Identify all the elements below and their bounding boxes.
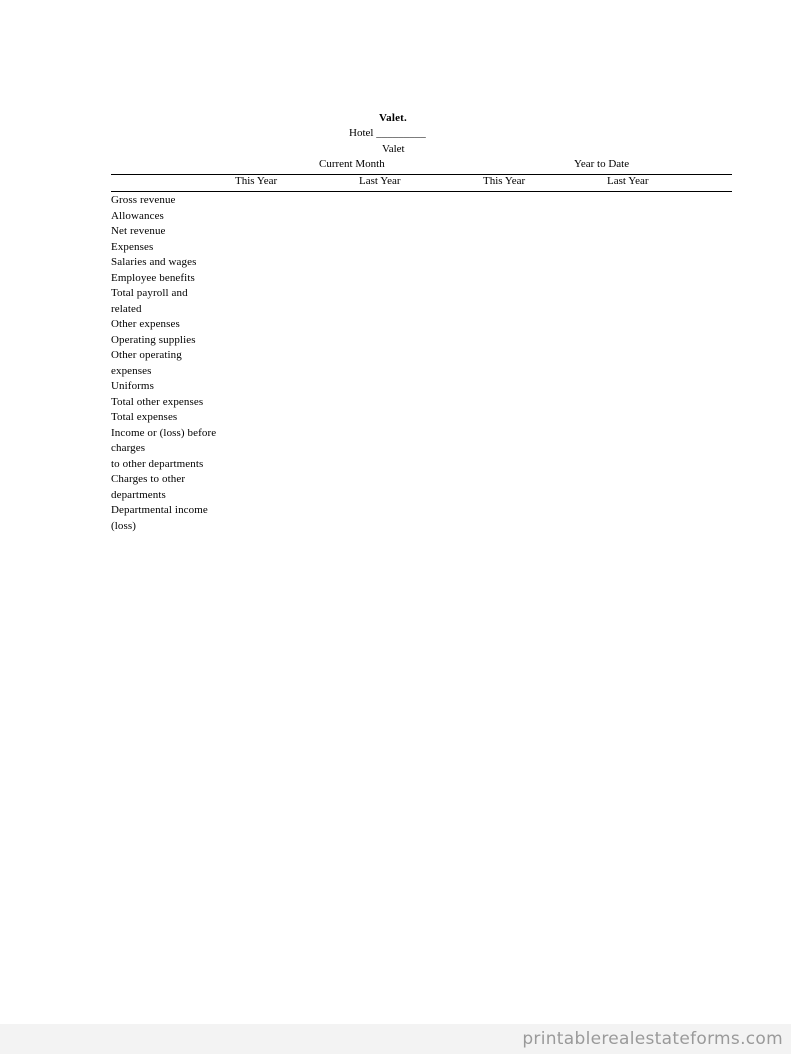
header-rule-bottom — [111, 191, 732, 192]
row-label: Other expenses — [111, 318, 180, 330]
row-label: Income or (loss) before — [111, 426, 217, 439]
row-label: (loss) — [111, 519, 137, 532]
row-label: related — [111, 302, 142, 315]
row-label: Allowances — [111, 209, 164, 222]
row-label: Other operating — [111, 349, 182, 361]
group-header-year-to-date: Year to Date — [574, 158, 630, 170]
row-label: to other departments — [111, 457, 204, 470]
watermark-footer — [0, 1024, 791, 1054]
watermark-text: printablerealestateforms.com — [522, 1029, 783, 1049]
column-header-current-last-year: Last Year — [359, 175, 401, 187]
row-label: Departmental income — [111, 504, 208, 516]
row-label: Uniforms — [111, 380, 154, 392]
row-label: charges — [111, 442, 146, 454]
hotel-name-line: Hotel _________ — [349, 127, 426, 139]
row-label: Salaries and wages — [111, 256, 197, 268]
row-label: Gross revenue — [111, 194, 176, 206]
row-label: Total expenses — [111, 411, 178, 423]
row-label: Total payroll and — [111, 287, 188, 299]
row-label: expenses — [111, 364, 152, 377]
row-label: Total other expenses — [111, 395, 204, 408]
row-label: Charges to other — [111, 473, 186, 485]
column-header-ytd-this-year: This Year — [483, 175, 526, 187]
row-label: Operating supplies — [111, 333, 196, 346]
column-header-current-this-year: This Year — [235, 175, 278, 187]
column-header-ytd-last-year: Last Year — [607, 175, 649, 187]
row-label: Employee benefits — [111, 271, 195, 284]
group-header-current-month: Current Month — [319, 158, 385, 170]
department-subtitle: Valet — [382, 143, 405, 155]
row-labels — [111, 193, 241, 534]
row-label: Expenses — [111, 240, 154, 253]
row-label: departments — [111, 488, 166, 501]
document-title: Valet. — [379, 112, 407, 124]
row-label: Net revenue — [111, 225, 166, 237]
